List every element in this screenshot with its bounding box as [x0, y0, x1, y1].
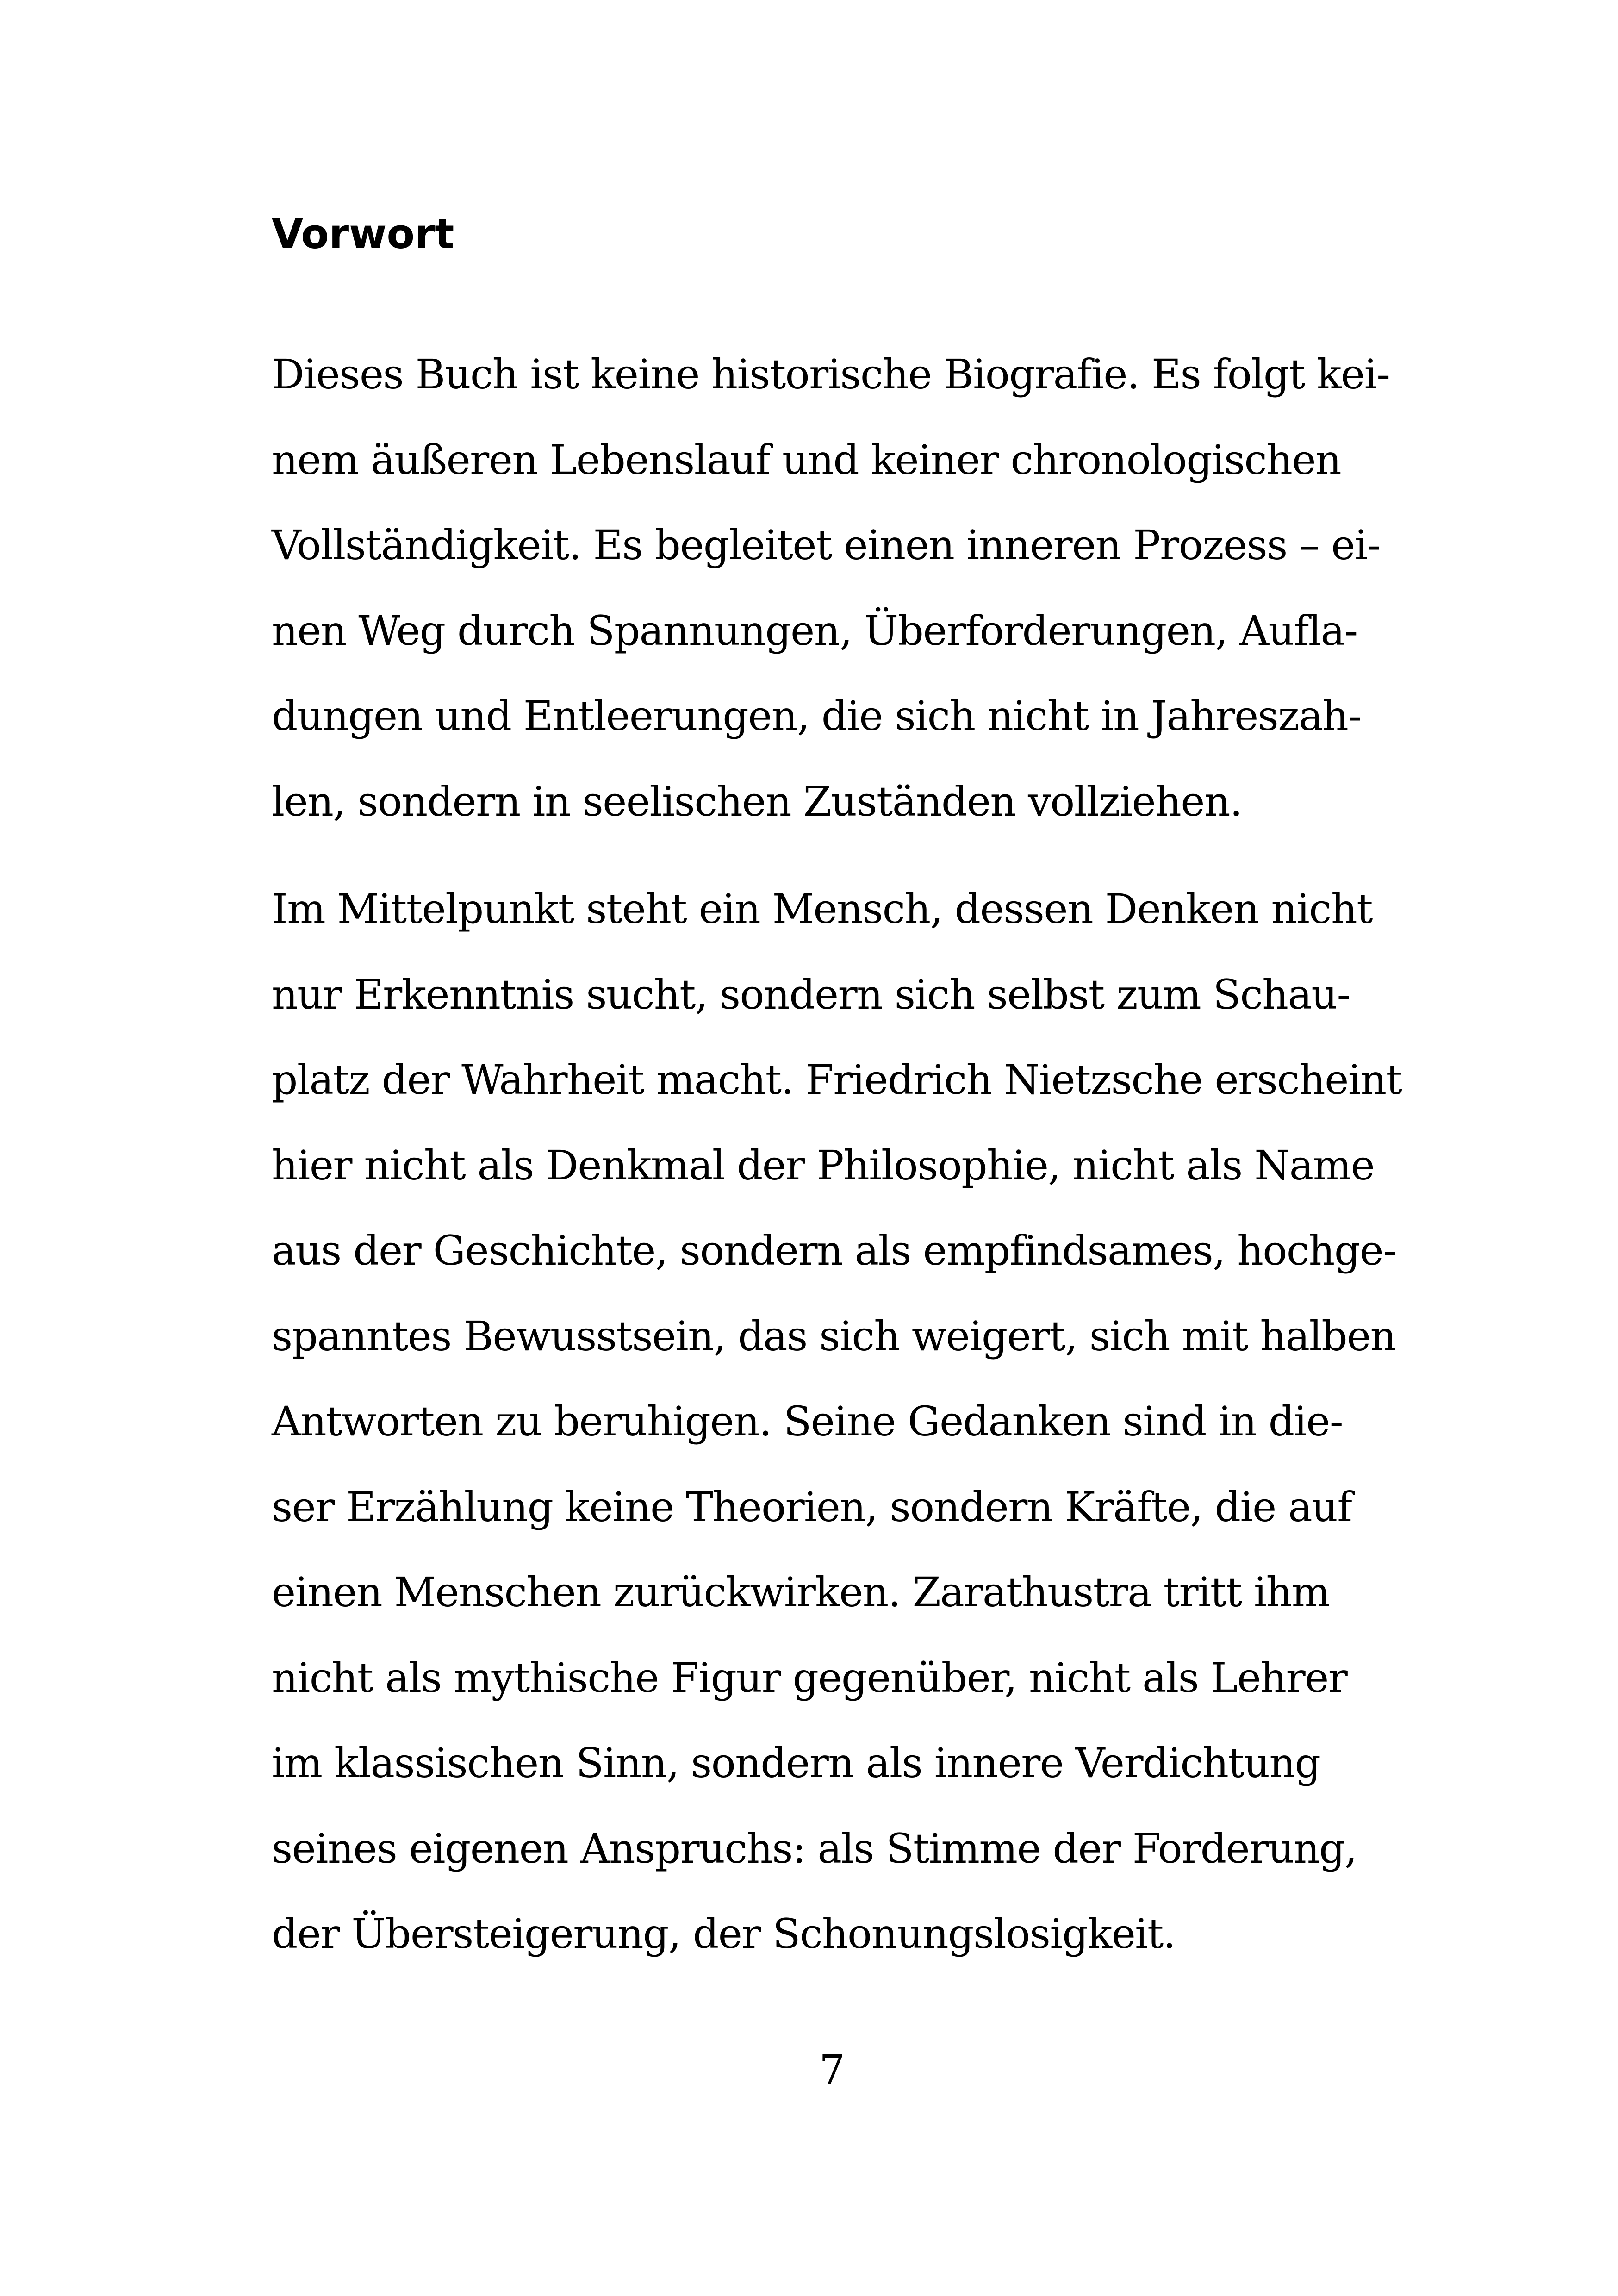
text-line: Dieses Buch ist keine historische Biografie. Es folgt kei- — [272, 350, 1390, 398]
chapter-heading: Vorwort — [272, 210, 454, 258]
text-line: spanntes Bewusstsein, das sich weigert, sich mit halben — [272, 1312, 1396, 1360]
text-line: nem äußeren Lebenslauf und keiner chronologischen — [272, 436, 1341, 484]
text-line: seines eigenen Anspruchs: als Stimme der Forderung, — [272, 1825, 1357, 1872]
text-line: der Übersteigerung, der Schonungslosigkeit. — [272, 1910, 1176, 1958]
text-line: nicht als mythische Figur gegenüber, nicht als Lehrer — [272, 1654, 1347, 1702]
text-line: nur Erkenntnis sucht, sondern sich selbst zum Schau- — [272, 971, 1350, 1018]
text-line: aus der Geschichte, sondern als empfindsames, hochge- — [272, 1227, 1396, 1274]
text-line: dungen und Entleerungen, die sich nicht in Jahreszah- — [272, 692, 1361, 740]
text-line: Antworten zu beruhigen. Seine Gedanken sind in die- — [272, 1398, 1343, 1445]
text-line: Vollständigkeit. Es begleitet einen inneren Prozess – ei- — [272, 521, 1380, 569]
text-line: Im Mittelpunkt steht ein Mensch, dessen Denken nicht — [272, 885, 1373, 933]
page-number: 7 — [819, 2046, 845, 2094]
text-line: platz der Wahrheit macht. Friedrich Nietzsche erscheint — [272, 1056, 1402, 1104]
text-line: im klassischen Sinn, sondern als innere Verdichtung — [272, 1739, 1320, 1787]
text-line: ser Erzählung keine Theorien, sondern Kräfte, die auf — [272, 1483, 1352, 1531]
text-line: einen Menschen zurückwirken. Zarathustra tritt ihm — [272, 1568, 1330, 1616]
text-line: len, sondern in seelischen Zuständen vollziehen. — [272, 778, 1242, 825]
text-line: nen Weg durch Spannungen, Überforderungen, Aufla- — [272, 607, 1357, 655]
text-line: hier nicht als Denkmal der Philosophie, nicht als Name — [272, 1142, 1375, 1189]
